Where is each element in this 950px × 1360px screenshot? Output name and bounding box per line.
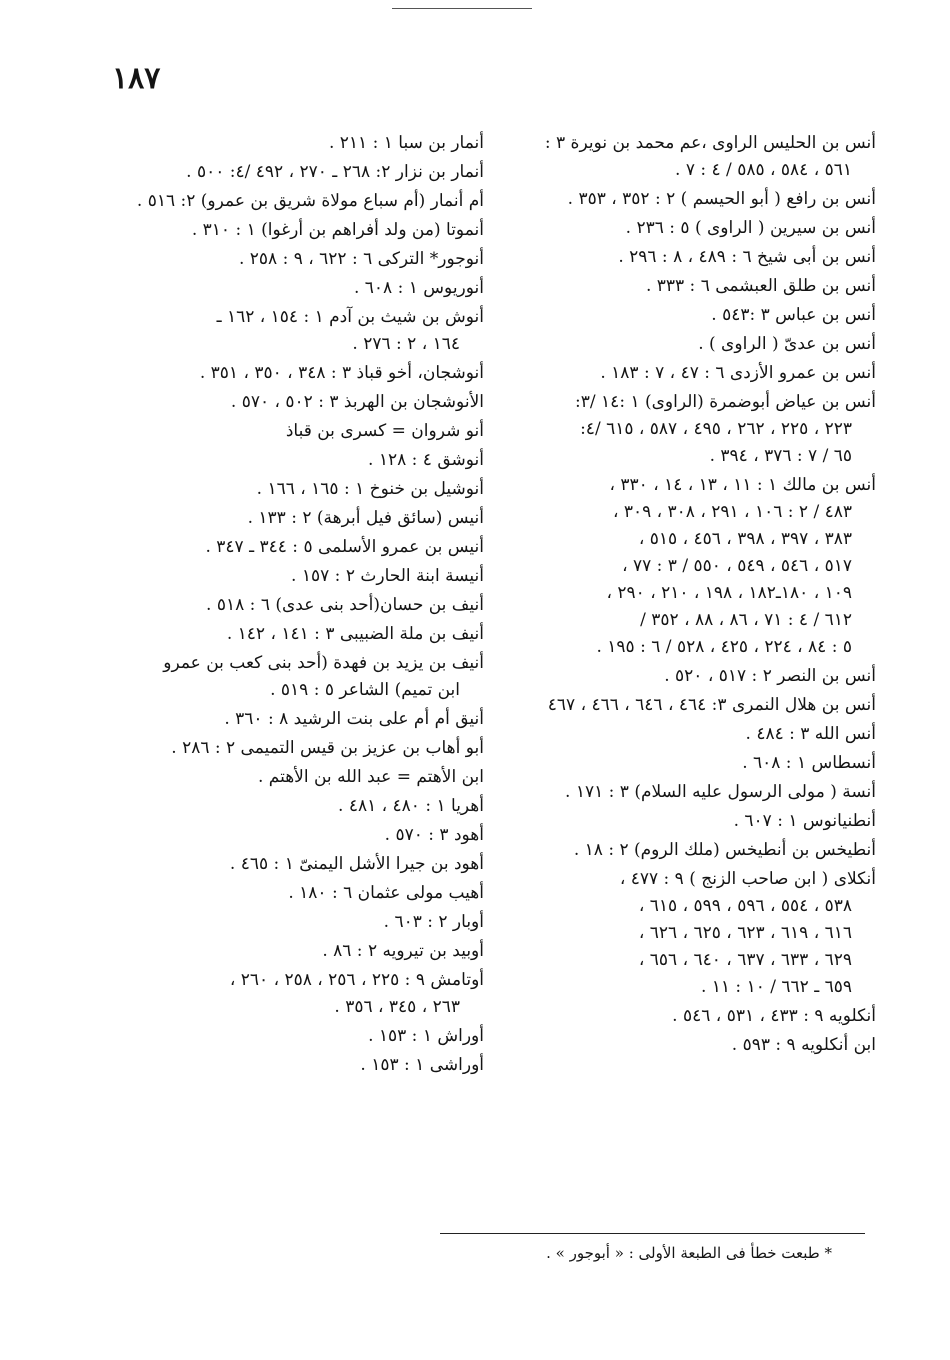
index-entry-main: أنوشجان، أخو قباذ ٣ : ٣٤٨ ، ٣٥٠ ، ٣٥١ .: [199, 363, 484, 383]
index-entry: [508, 808, 876, 835]
index-entry: [108, 706, 484, 733]
index-entry-continuation: ٢٢٣ ، ٢٢٥ ، ٢٦٢ ، ٤٩٥ ، ٥٨٧ ، ٦١٥ /٤:: [580, 419, 852, 439]
footnote: * طبعت خطأ فى الطبعة الأولى : « أبوجور » .: [546, 1244, 832, 1262]
index-entry-main: أنس بن أبى شيخ ٦ : ٤٨٩ ، ٨ : ٢٩٦ .: [618, 247, 876, 267]
index-entry: [108, 650, 484, 704]
index-entry-main: أهريا ١ : ٤٨٠ ، ٤٨١ .: [338, 796, 484, 816]
index-entry-main: أنس بن رافع ( أبو الحيسم ) ٢ : ٣٥٢ ، ٣٥٣ .: [567, 189, 876, 209]
index-entry-continuation: ابن تميم) الشاعر ٥ : ٥١٩ .: [270, 680, 460, 700]
index-entry-main: أوراشى ١ : ١٥٣ .: [360, 1055, 484, 1075]
index-entry-continuation: ٣٨٣ ، ٣٩٧ ، ٣٩٨ ، ٤٥٦ ، ٥١٥ ،: [638, 529, 852, 549]
index-entry: [108, 563, 484, 590]
index-entry: [508, 750, 876, 777]
index-entry: [108, 159, 484, 186]
index-entry: [108, 188, 484, 215]
index-entry-main: أنو شروان = كسرى بن قباذ: [285, 421, 484, 441]
index-entry-main: أنس بن عباس ٣ :٥٤٣ .: [711, 305, 876, 325]
index-entry: [108, 505, 484, 532]
index-entry: [108, 217, 484, 244]
index-entry: [508, 130, 876, 184]
index-entry: [108, 476, 484, 503]
index-entry-main: أوبيد بن تيرويه ٢ : ٨٦ .: [322, 941, 484, 961]
index-entry-continuation: ٦١٢ / ٤ : ٧١ ، ٨٦ ، ٨٨ ، ٣٥٢ /: [640, 610, 852, 630]
index-entry-main: أنيسة ابنة الحارث ٢ : ١٥٧ .: [291, 566, 484, 586]
index-entry-main: أنطنيانوس ١ : ٦٠٧ .: [733, 811, 876, 831]
index-entry-continuation: ٦٢٩ ، ٦٣٣ ، ٦٣٧ ، ٦٤٠ ، ٦٥٦ ،: [638, 950, 852, 970]
index-entry-main: أنس بن الحليس الراوى ،عم محمد بن نويرة ٣ :: [544, 133, 876, 153]
index-entry: [508, 866, 876, 1001]
index-entry-main: أنيف بن حسان(أحد بنى عدى) ٦ : ٥١٨ .: [206, 595, 484, 615]
index-entry-main: أنوجور* التركى ٦ : ٦٢٢ ، ٩ : ٢٥٨ .: [238, 249, 484, 269]
index-entry-main: أنيس بن عمرو الأسلمى ٥ : ٣٤٤ ـ ٣٤٧ .: [205, 537, 484, 557]
index-entry: [508, 721, 876, 748]
index-entry-continuation: ١٦٤ ، ٢ : ٢٧٦ .: [352, 334, 460, 354]
index-entry: [508, 302, 876, 329]
index-entry: [108, 304, 484, 358]
index-entry: [108, 1023, 484, 1050]
index-entry-main: أنيف بن ملة الضبيبى ٣ : ١٤١ ، ١٤٢ .: [226, 624, 484, 644]
index-entry-continuation: ٥٣٨ ، ٥٥٤ ، ٥٩٦ ، ٥٩٩ ، ٦١٥ ،: [638, 896, 852, 916]
index-entry-main: أنوش بن شيث بن آدم ١ : ١٥٤ ، ١٦٢ ـ: [216, 307, 484, 327]
index-entry: [108, 360, 484, 387]
index-entry-main: أنس بن عمرو الأزدى ٦ : ٤٧ ، ٧ : ١٨٣ .: [600, 363, 876, 383]
index-entry-main: أنموتا (من ولد أفراهم بن أرغوا) ١ : ٣١٠ .: [191, 220, 484, 240]
index-entry: [108, 793, 484, 820]
index-entry: [108, 880, 484, 907]
index-entry: [108, 621, 484, 648]
index-entry-continuation: ١٠٩ ، ١٨٠ـ١٨٢ ، ١٩٨ ، ٢١٠ ، ٢٩٠ ،: [606, 583, 852, 603]
index-entry: [108, 246, 484, 273]
index-entry-continuation: ٥١٧ ، ٥٤٦ ، ٥٤٩ ، ٥٥٠ / ٣ : ٧٧ ،: [622, 556, 852, 576]
index-entry-main: أنس الله ٣ : ٤٨٤ .: [745, 724, 876, 744]
index-entry: [508, 663, 876, 690]
top-rule: [392, 8, 532, 9]
index-entry-main: أبو أهاب بن عزيز بن قيس التميمى ٢ : ٢٨٦ .: [171, 738, 484, 758]
index-entry-main: أنس بن النصر ٢ : ٥١٧ ، ٥٢٠ .: [664, 666, 876, 686]
index-entry-main: أنس بن عياض أبوضمرة (الراوى) ١ :١٤ /٣:: [575, 392, 876, 412]
index-entry-main: أنسة ( مولى الرسول عليه السلام) ٣ : ١٧١ .: [565, 782, 876, 802]
index-entry: [108, 967, 484, 1021]
index-entry: [108, 130, 484, 157]
index-entry: [508, 186, 876, 213]
index-entry: [108, 764, 484, 791]
index-entry: [508, 389, 876, 470]
index-entry: [508, 1032, 876, 1059]
index-entry-main: أنوشيل بن خنوخ ١ : ١٦٥ ، ١٦٦ .: [256, 479, 484, 499]
index-entry-main: أنوشق ٤ : ١٢٨ .: [368, 450, 484, 470]
index-entry: [508, 215, 876, 242]
index-entry-main: ابن أنكلويه ٩ : ٥٩٣ .: [731, 1035, 876, 1055]
index-entry-main: أنيس (سائق فيل أبرهة) ٢ : ١٣٣ .: [247, 508, 484, 528]
index-entry: [108, 822, 484, 849]
index-entry-main: أنس بن مالك ١ : ١١ ، ١٣ ، ١٤ ، ٣٣٠ ،: [609, 475, 876, 495]
index-entry: [508, 692, 876, 719]
index-entry: [508, 472, 876, 661]
index-entry-main: أهيب مولى عثمان ٦ : ١٨٠ .: [288, 883, 484, 903]
index-entry-continuation: ٦٥٩ ـ ٦٦٢ / ١٠ : ١١ .: [700, 977, 852, 997]
index-entry-main: أوراش ١ : ١٥٣ .: [368, 1026, 484, 1046]
index-entry-main: أنوريوس ١ : ٦٠٨ .: [353, 278, 484, 298]
index-entry: [108, 534, 484, 561]
index-entry-main: أهود بن جيرا الأشل اليمنىّ ١ : ٤٦٥ .: [229, 854, 484, 874]
index-entry-continuation: ٥٦١ ، ٥٨٤ ، ٥٨٥ / ٤ : ٧ .: [675, 160, 852, 180]
index-entry: [108, 592, 484, 619]
index-entry: [508, 360, 876, 387]
footnote-rule: [440, 1233, 865, 1234]
index-entry: [108, 735, 484, 762]
index-entry: [108, 418, 484, 445]
index-entry: [508, 273, 876, 300]
index-entry-continuation: ٤٨٣ / ٢ : ١٠٦ ، ٢٩١ ، ٣٠٨ ، ٣٠٩ ،: [612, 502, 852, 522]
index-entry: [108, 275, 484, 302]
index-entry: [108, 389, 484, 416]
index-entry-main: أنس بن سيرين ( الراوى ) ٥ : ٢٣٦ .: [625, 218, 876, 238]
index-entry-main: الأنوشجان بن الهربذ ٣ : ٥٠٢ ، ٥٧٠ .: [230, 392, 484, 412]
index-entry-main: أنكلويه ٩ : ٤٣٣ ، ٥٣١ ، ٥٤٦ .: [672, 1006, 876, 1026]
index-entry: [108, 938, 484, 965]
index-entry-main: أوتامش ٩ : ٢٢٥ ، ٢٥٦ ، ٢٥٨ ، ٢٦٠ ،: [229, 970, 484, 990]
index-entry-main: أهود ٣ : ٥٧٠ .: [384, 825, 484, 845]
index-entry: [508, 837, 876, 864]
index-entry-main: أنس بن هلال النمرى ٣: ٤٦٤ ، ٦٤٦ ، ٤٦٦ ، ٤٦٧: [547, 695, 876, 715]
index-entry-main: أنطيخس بن أنطيخس (ملك الروم) ٢ : ١٨ .: [573, 840, 876, 860]
index-entry: [108, 1052, 484, 1079]
index-entry: [508, 244, 876, 271]
index-entry-main: أنمار بن سبا ١ : ٢١١ .: [328, 133, 484, 153]
page-number: ١٨٧: [112, 61, 161, 96]
index-entry-main: ابن الأهتم = عبد الله بن الأهتم .: [257, 767, 484, 787]
index-entry-main: أنسطاس ١ : ٦٠٨ .: [742, 753, 876, 773]
index-entry-continuation: ٦١٦ ، ٦١٩ ، ٦٢٣ ، ٦٢٥ ، ٦٢٦ ،: [638, 923, 852, 943]
index-entry: [508, 1003, 876, 1030]
index-column-left: [108, 130, 484, 1081]
index-entry-main: أنيف بن يزيد بن فهدة (أحد بنى كعب بن عمرو: [163, 653, 484, 673]
index-entry-continuation: ٢٦٣ ، ٣٤٥ ، ٣٥٦ .: [334, 997, 460, 1017]
index-entry: [508, 779, 876, 806]
index-entry: [508, 331, 876, 358]
index-entry-main: أنكلاى ( ابن صاحب الزنج ) ٩ : ٤٧٧ ،: [619, 869, 876, 889]
index-entry-main: أم أنمار (أم سباع مولاة شريق بن عمرو) ٢: ٥١٦ .: [136, 191, 484, 211]
index-entry-continuation: ٦٥ / ٧ : ٣٧٦ ، ٣٩٤ .: [709, 446, 852, 466]
index-column-right: [508, 130, 876, 1061]
index-entry-main: أنس بن عدىّ ( الراوى ) .: [698, 334, 876, 354]
index-entry-main: أنمار بن نزار ٢: ٢٦٨ ـ ٢٧٠ ، ٤٩٢ /٤: ٥٠٠ .: [186, 162, 484, 182]
index-entry: [108, 909, 484, 936]
index-entry: [108, 851, 484, 878]
index-entry-main: أنيق أم أم على بنت الرشيد ٨ : ٣٦٠ .: [224, 709, 484, 729]
index-entry-main: أوبار ٢ : ٦٠٣ .: [383, 912, 484, 932]
index-entry: [108, 447, 484, 474]
index-entry-main: أنس بن طلق العبشمى ٦ : ٣٣٣ .: [645, 276, 876, 296]
index-entry-continuation: ٥ : ٨٤ ، ٢٢٤ ، ٤٢٥ ، ٥٢٨ / ٦ : ١٩٥ .: [596, 637, 852, 657]
